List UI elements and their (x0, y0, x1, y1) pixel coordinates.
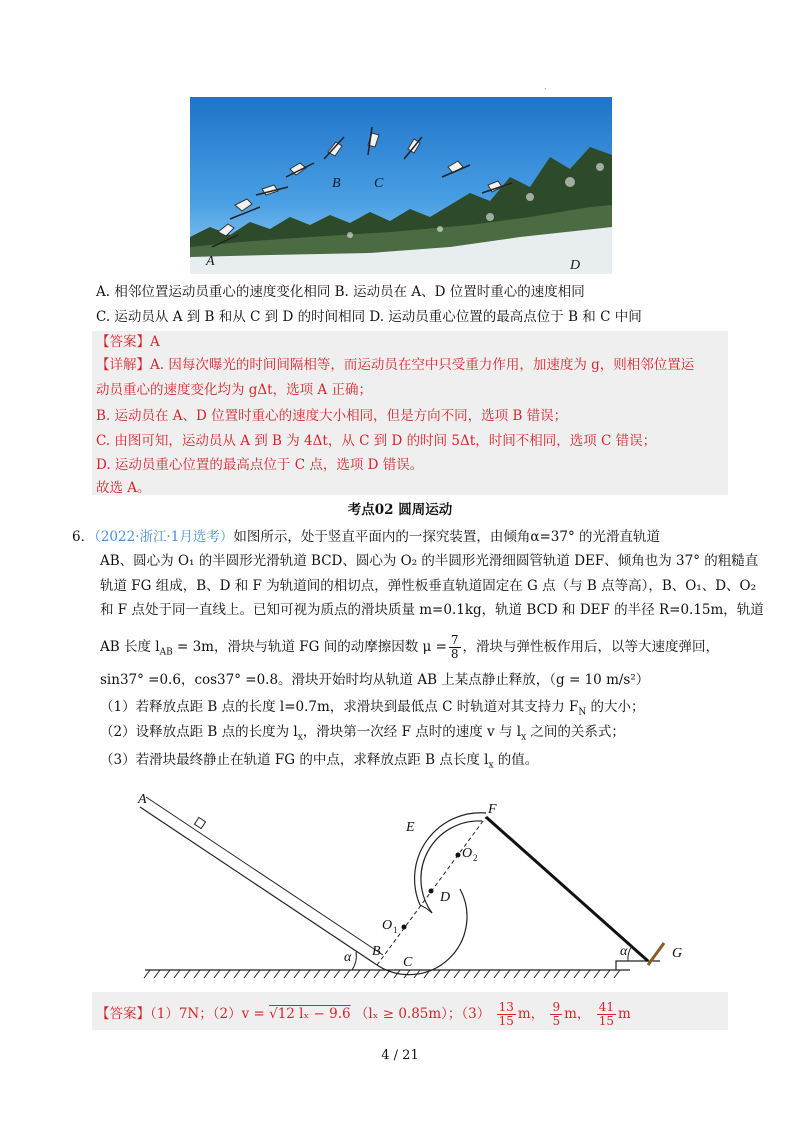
question-text-1: 如图所示，处于竖直平面内的一探究装置，由倾角α=37° 的光滑直轨道 (233, 529, 661, 545)
friction-text: = 3m，滑块与轨道 FG 间的动摩擦因数 μ = (172, 639, 447, 655)
photo-label-c: C (374, 176, 384, 191)
answer-6-f3-den: 15 (598, 1014, 614, 1028)
part-1-subscript: N (578, 707, 587, 718)
label-C: C (403, 955, 413, 970)
label-alpha-1: α (344, 950, 352, 965)
answer-6-f1-den: 15 (498, 1014, 514, 1028)
detail-line-1 (96, 355, 694, 375)
question-6-line-3: 轨道 FG 组成，B、D 和 F 为轨道间的相切点，弹性板垂直轨道固定在 G 点（与 B 点等高），B、O₁、D、O₂ (100, 578, 757, 594)
detail-line-3: B. 运动员在 A、D 位置时重心的速度大小相同，但是方向不同，选项 B 错误； (96, 408, 568, 424)
part-3-text-b: 的值。 (493, 752, 539, 768)
ski-jump-photo (190, 97, 612, 274)
part-2-text-c: 之间的关系式； (526, 724, 625, 740)
answer-6-part-3: （lₓ ≥ 0.85m）；（3） (354, 1006, 491, 1022)
part-3 (100, 750, 538, 776)
answer-6-f3-unit: m (618, 1006, 631, 1022)
answer-6-fraction-2 (550, 1001, 562, 1028)
part-1 (100, 697, 645, 723)
detail-line-4: C. 由图可知，运动员从 A 到 B 为 4Δt，从 C 到 D 的时间 5Δt，时间不相同，选项 C 错误； (96, 433, 657, 449)
question-6-line-2: AB、圆心为 O₁ 的半圆形光滑轨道 BCD、圆心为 O₂ 的半圆形光滑细圆管轨道 DEF、倾角也为 37° 的粗糙直 (100, 553, 759, 569)
question-6-line-1 (72, 527, 660, 547)
answer-6-line (96, 1001, 631, 1028)
answer-6-f3-num: 41 (598, 1000, 614, 1014)
label-A: A (138, 792, 147, 807)
detail-line-5: D. 运动员重心位置的最高点位于 C 点，选项 D 错误。 (96, 457, 424, 473)
label-G: G (672, 946, 683, 961)
photo-label-b: B (332, 176, 341, 191)
option-line-2: C. 运动员从 A 到 B 和从 C 到 D 的时间相同 D. 运动员重心位置的最高点位于 B 和 C 中间 (96, 309, 642, 325)
answer-6-fraction-3 (597, 1001, 616, 1028)
question-6-line-4: 和 F 点处于同一直线上。已知可视为质点的滑块质量 m=0.1kg，轨道 BCD 和 DEF 的半径 R=0.15m，轨道 (100, 602, 764, 618)
question-source: （2022·浙江·1月选考） (94, 529, 234, 545)
detail-tag: 【详解】 (96, 357, 150, 373)
part-2-text-a: （2）设释放点距 B 点的长度为 l (100, 724, 298, 740)
friction-denominator: 8 (450, 647, 459, 661)
part-2-subscript: x (297, 732, 303, 743)
track-diagram (120, 785, 720, 985)
label-O2-sub: 2 (473, 853, 478, 863)
part-3-text-a: （3）若滑块最终静止在轨道 FG 的中点，求释放点距 B 点长度 l (100, 752, 489, 768)
length-label: AB 长度 l (100, 639, 160, 655)
answer-6-sqrt: √12 lₓ − 9.6 (269, 1006, 351, 1022)
part-1-text: （1）若释放点距 B 点的长度 l=0.7m，求滑块到最低点 C 时轨道对其支持力 F (100, 699, 579, 715)
label-O2: O (462, 846, 473, 861)
label-D: D (440, 890, 451, 905)
question-number: 6． (72, 529, 95, 545)
answer-tag: 【答案】A (96, 334, 160, 350)
part-1-end: 的大小； (586, 699, 645, 715)
answer-6-f2-num: 9 (552, 1000, 561, 1014)
question-6-line-5 (100, 632, 719, 668)
rebound-text: ，滑块与弹性板作用后，以等大速度弹回， (462, 639, 720, 655)
answer-6-f1-unit: m， (517, 1006, 545, 1022)
label-alpha-2: α (620, 944, 628, 959)
part-2-subscript-2: x (521, 732, 527, 743)
label-E: E (406, 820, 415, 835)
section-title: 考点02 圆周运动 (347, 502, 453, 518)
length-subscript: AB (159, 647, 173, 658)
page-dot: . (544, 82, 547, 91)
page-number: 4 / 21 (381, 1048, 419, 1063)
answer-6-f2-unit: m， (564, 1006, 591, 1022)
part-3-subscript: x (488, 760, 494, 771)
answer-6-tag: 【答案】 (96, 1006, 150, 1022)
answer-6-f2-den: 5 (552, 1014, 561, 1028)
label-O1: O (382, 918, 393, 933)
label-O1-sub: 1 (393, 925, 398, 935)
label-F: F (488, 802, 497, 817)
option-line-1: A. 相邻位置运动员重心的速度变化相同 B. 运动员在 A、D 位置时重心的速度相同 (96, 284, 585, 300)
label-B: B (372, 944, 381, 959)
friction-numerator: 7 (450, 633, 459, 647)
question-6-line-6: sin37° =0.6，cos37° =0.8。滑块开始时均从轨道 AB 上某点静止释放，（g = 10 m/s²） (100, 672, 650, 688)
photo-label-d: D (570, 258, 581, 273)
answer-6-part-1: （1）7N；（2）v = (150, 1006, 265, 1022)
detail-text-1: A. 因每次曝光的时间间隔相等，而运动员在空中只受重力作用，加速度为 g，则相邻位置运 (150, 357, 695, 373)
part-2 (100, 722, 625, 748)
answer-6-f1-num: 13 (498, 1000, 514, 1014)
photo-label-a: A (206, 254, 215, 269)
friction-fraction (449, 634, 461, 661)
detail-line-6: 故选 A。 (96, 480, 151, 496)
answer-6-fraction-1 (497, 1001, 516, 1028)
part-2-text-b: ，滑块第一次经 F 点时的速度 v 与 l (302, 724, 522, 740)
detail-line-2: 动员重心的速度变化均为 gΔt，选项 A 正确； (96, 382, 372, 398)
